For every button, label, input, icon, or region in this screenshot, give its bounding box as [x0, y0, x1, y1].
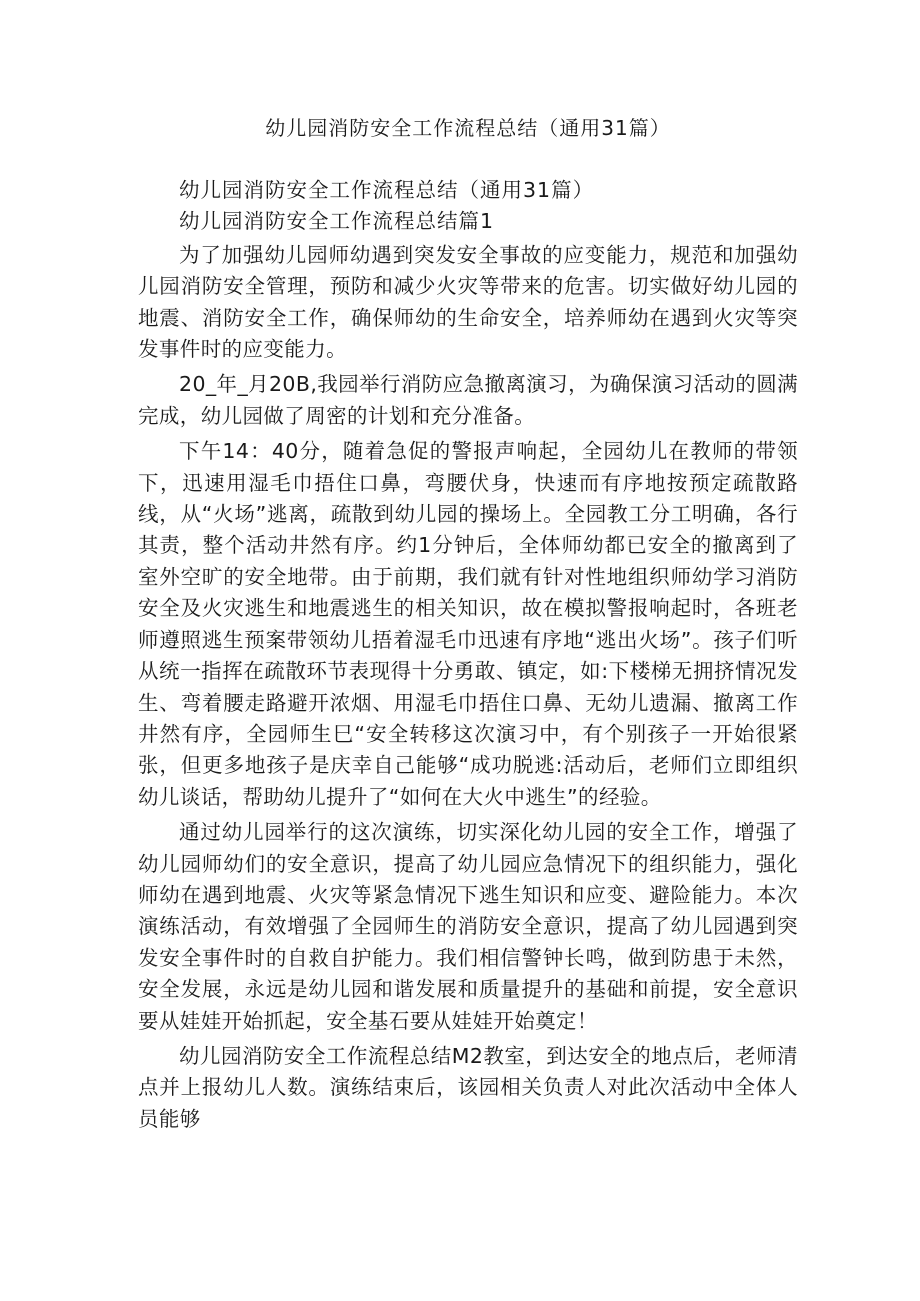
paragraph-drill-date: 20_年_月20B,我园举行消防应急撤离演习，为确保演习活动的圆满完成，幼儿园做了周密的计划和充分准备。 — [138, 372, 798, 428]
paragraph-drill-summary: 通过幼儿园举行的这次演练，切实深化幼儿园的安全工作，增强了幼儿园师幼们的安全意识，提高了幼儿园应急情况下的组织能力，强化师幼在遇到地震、火灾等紧急情况下逃生知识和应变、避险能力。本次演练活动，有效增强了全园师生的消防安全意识，提高了幼儿园遇到突发安全事件时的自救自护能力。我们相信警钟长鸣，做到防患于未然，安全发展，永远是幼儿园和谐发展和质量提升的基础和前提，安全意识要从娃娃开始抓起，安全基石要从娃娃开始奠定！ — [138, 820, 798, 1033]
document-subtitle: 幼儿园消防安全工作流程总结（通用31篇） — [179, 178, 595, 202]
paragraph-drill-process: 下午14：40分，随着急促的警报声响起，全园幼儿在教师的带领下，迅速用湿毛巾捂住口鼻，弯腰伏身，快速而有序地按预定疏散路线，从“火场”逃离，疏散到幼儿园的操场上。全园教工分工明确，各行其责，整个活动井然有序。约1分钟后，全体师幼都已安全的撤离到了室外空旷的安全地带。由于前期，我们就有针对性地组织师幼学习消防安全及火灾逃生和地震逃生的相关知识，故在模拟警报响起时，各班老师遵照逃生预案带领幼儿捂着湿毛巾迅速有序地“逃出火场”。孩子们听从统一指挥在疏散环节表现得十分勇敢、镇定，如:下楼梯无拥挤情况发生、弯着腰走路避开浓烟、用湿毛巾捂住口鼻、无幼儿遗漏、撤离工作井然有序，全园师生巳“安全转移这次演习中，有个别孩子一开始很紧张，但更多地孩子是庆幸自己能够“成功脱逃:活动后，老师们立即组织幼儿谈话，帮助幼儿提升了“如何在大火中逃生”的经验。 — [138, 439, 798, 809]
chapter-heading: 幼儿园消防安全工作流程总结篇1 — [179, 209, 495, 234]
document-body — [138, 175, 798, 1135]
paragraph-next-section: 幼儿园消防安全工作流程总结M2教室，到达安全的地点后，老师清点并上报幼儿人数。演练结束后，该园相关负责人对此次活动中全体人员能够 — [138, 1043, 798, 1131]
paragraph-intro: 为了加强幼儿园师幼遇到突发安全事故的应变能力，规范和加强幼儿园消防安全管理，预防和减少火灾等带来的危害。切实做好幼儿园的地震、消防安全工作，确保师幼的生命安全，培养师幼在遇到火灾等突发事件时的应变能力。 — [138, 242, 798, 362]
document-title: 幼儿园消防安全工作流程总结（通用31篇） — [265, 116, 671, 140]
